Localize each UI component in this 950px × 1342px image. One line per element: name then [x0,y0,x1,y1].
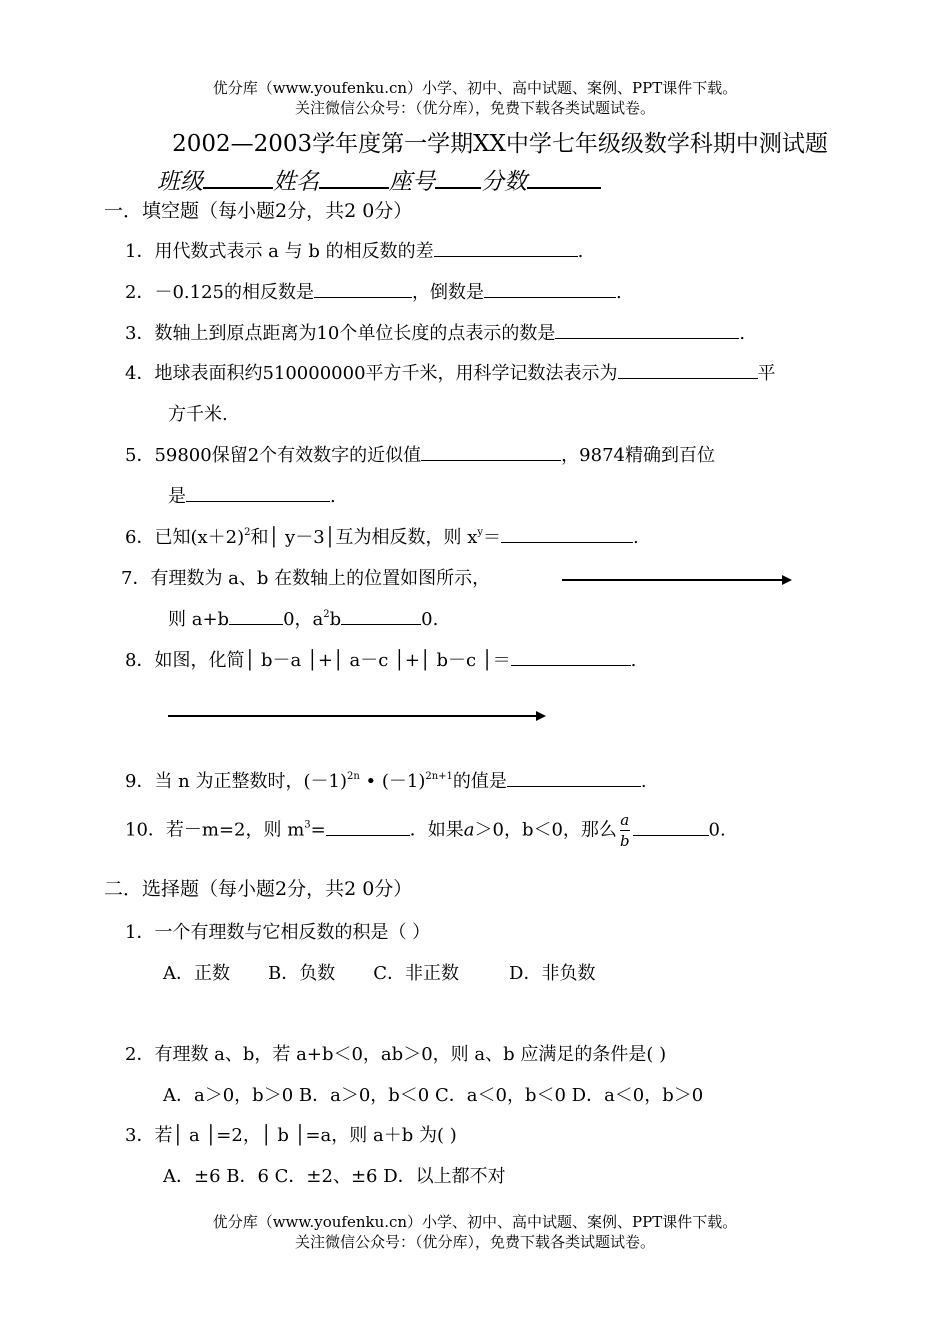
answer-blank[interactable] [186,485,330,502]
answer-blank[interactable] [326,819,410,836]
answer-blank[interactable] [501,526,633,543]
s1-question-10: 10．若－m=2，则 $m^3=$ ．如果a＞0，b＜0，那么 $\frac{a}{b}$ 0. [125,811,726,850]
s1-question-4-continued: 方千米. [168,404,228,425]
section1-heading: 一．填空题（每小题2分，共2 0分） [104,200,413,222]
class-label: 班级 [157,169,203,195]
s1-question-2: 2．－0.125的相反数是 ，倒数是 . [125,282,622,303]
option-d[interactable]: D．非负数 [509,963,596,984]
answer-blank[interactable] [484,281,616,298]
answer-blank[interactable] [434,240,578,257]
s1-question-6: 6．已知$(x+2)^2$和│ y－3│互为相反数，则 $x^y=$ . [125,527,639,548]
s2-question-1: 1．一个有理数与它相反数的积是（ ） [125,922,431,943]
name-label: 姓名 [273,169,319,195]
answer-blank[interactable] [229,608,283,625]
section2-heading: 二．选择题（每小题2分，共2 0分） [104,878,413,900]
s2-question-2: 2．有理数 a、b，若 a+b＜0，ab＞0，则 a、b 应满足的条件是( ) [125,1044,667,1065]
student-info-line [157,163,601,196]
header-line-2: 关注微信公众号：（优分库），免费下载各类试题试卷。 [294,99,655,117]
answer-blank[interactable] [633,819,709,836]
score-blank[interactable] [527,165,601,189]
class-blank[interactable] [203,165,273,189]
number-line-arrow-2 [166,708,550,724]
s1-question-3: 3．数轴上到原点距离为10个单位长度的点表示的数是 . [125,323,746,344]
score-label: 分数 [481,169,527,195]
answer-blank[interactable] [507,770,641,787]
answer-blank[interactable] [555,322,739,339]
s1-question-1: 1．用代数式表示 a 与 b 的相反数的差 . [125,241,584,262]
s2-question-3-options[interactable]: A．±6 B．6 C．±2、±6 D．以上都不对 [163,1166,506,1187]
s1-question-9: 9．当 n 为正整数时，$(-1)^{2n}$ • $(-1)^{2n+1}$的值是 . [125,771,647,792]
answer-blank[interactable] [618,362,758,379]
seat-label: 座号 [389,169,435,195]
footer-line-2: 关注微信公众号：（优分库），免费下载各类试题试卷。 [294,1233,655,1251]
s2-question-1-options [163,959,595,985]
number-line-arrow-1 [560,572,796,588]
answer-blank[interactable] [341,608,421,625]
exam-title: 2002—2003学年度第一学期XX中学七年级级数学科期中测试题 [172,131,828,157]
option-b[interactable]: B．负数 [268,963,336,984]
name-blank[interactable] [319,165,389,189]
answer-blank[interactable] [421,444,561,461]
s1-question-7: 7．有理数为 a、b 在数轴上的位置如图所示， [121,568,491,589]
s1-question-8: 8．如图，化简│ b－a │+│ a－c │+│ b－c │＝ . [125,650,637,671]
answer-blank[interactable] [314,281,412,298]
footer-line-1: 优分库（www.youfenku.cn）小学、初中、高中试题、案例、PPT课件下载。 [212,1213,738,1231]
s2-question-3: 3．若│ a │=2，│ b │=a，则 a＋b 为( ) [125,1125,457,1146]
seat-blank[interactable] [435,165,481,189]
s1-question-5-continued: 是 . [168,486,336,507]
option-c[interactable]: C．非正数 [373,963,460,984]
s1-question-5: 5．59800保留2个有效数字的近似值 ，9874精确到百位 [125,445,715,466]
s1-question-4: 4．地球表面积约510000000平方千米，用科学记数法表示为 平 [125,363,776,384]
s2-question-2-options[interactable]: A．a＞0，b＞0 B．a＞0，b＜0 C．a＜0，b＜0 D．a＜0，b＞0 [163,1085,704,1106]
fraction-a-over-b: $\frac{a}{b}$ [619,811,630,850]
header-line-1: 优分库（www.youfenku.cn）小学、初中、高中试题、案例、PPT课件下载。 [212,79,738,97]
s1-question-7-continued: 则 a+b 0，$a^2b$ 0. [168,609,439,630]
answer-blank[interactable] [511,649,631,666]
option-a[interactable]: A．正数 [163,963,230,984]
